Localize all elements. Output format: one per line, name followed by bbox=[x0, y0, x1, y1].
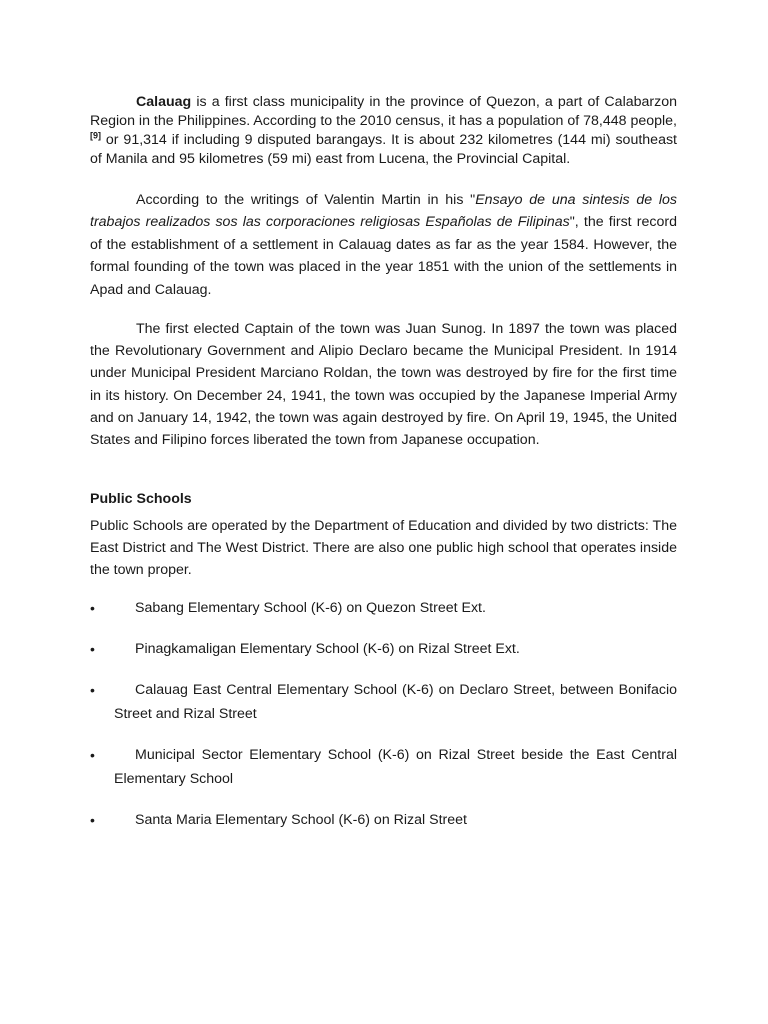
list-item-text: Santa Maria Elementary School (K-6) on Rizal Street bbox=[135, 811, 467, 828]
list-item bbox=[90, 743, 677, 791]
list-item-text: Calauag East Central Elementary School (K-6) on Declaro Street, between Bonifacio Street and Rizal Street bbox=[114, 681, 677, 722]
list-item bbox=[90, 678, 677, 726]
intro-text-b: or 91,314 if including 9 disputed barangays. It is about 232 kilometres (144 mi) southeast of Manila and 95 kilometres (59 mi) east from Lucena, the Provincial Capital. bbox=[90, 132, 677, 167]
bullet-icon: • bbox=[90, 640, 95, 657]
list-item-text: Sabang Elementary School (K-6) on Quezon Street Ext. bbox=[135, 599, 486, 616]
history-paragraph bbox=[90, 189, 677, 301]
list-item bbox=[90, 596, 677, 620]
history-text-a: According to the writings of Valentin Martin in his " bbox=[136, 192, 476, 208]
list-item-text: Pinagkamaligan Elementary School (K-6) on Rizal Street Ext. bbox=[135, 640, 520, 657]
document-page bbox=[90, 93, 677, 849]
town-name: Calauag bbox=[136, 94, 192, 110]
list-item bbox=[90, 808, 677, 832]
schools-list bbox=[90, 596, 677, 832]
list-item-text: Municipal Sector Elementary School (K-6) on Rizal Street beside the East Central Elementary School bbox=[114, 746, 677, 787]
schools-intro-paragraph: Public Schools are operated by the Department of Education and divided by two districts: The East District and The West District. There are also one public high school that operates inside the town proper. bbox=[90, 518, 677, 578]
section-heading: Public Schools bbox=[90, 491, 192, 508]
bullet-icon: • bbox=[90, 746, 95, 763]
bullet-icon: • bbox=[90, 599, 95, 616]
bullet-icon: • bbox=[90, 681, 95, 698]
citation-marker[interactable]: [9] bbox=[90, 130, 101, 141]
list-item bbox=[90, 637, 677, 661]
intro-text-a: is a first class municipality in the province of Quezon, a part of Calabarzon Region in the Philippines. According to the 2010 census, it has a population of 78,448 people, bbox=[90, 94, 677, 129]
intro-paragraph bbox=[90, 93, 677, 169]
book-title: Ensayo de una sintesis de los trabajos realizados sos las corporaciones religiosas Españolas de Filipinas bbox=[90, 192, 677, 231]
captains-paragraph: The first elected Captain of the town was Juan Sunog. In 1897 the town was placed the Revolutionary Government and Alipio Declaro became the Municipal President. In 1914 under Municipal President Marciano Roldan, the town was destroyed by fire for the first time in its history. On December 24, 1941, the town was occupied by the Japanese Imperial Army and on January 14, 1942, the town was again destroyed by fire. On April 19, 1945, the United States and Filipino forces liberated the town from Japanese occupation. bbox=[90, 321, 677, 449]
bullet-icon: • bbox=[90, 811, 95, 828]
history-text-b: ", the first record of the establishment of a settlement in Calauag dates as far as the year 1584. However, the formal founding of the town was placed in the year 1851 with the union of the settlements in Apad and Calauag. bbox=[90, 214, 677, 298]
